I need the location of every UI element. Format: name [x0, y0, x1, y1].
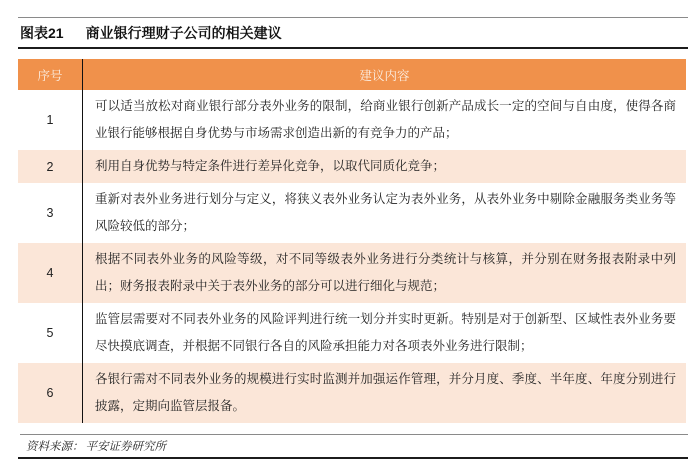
row-number-cell: 2: [18, 150, 83, 183]
table-row: [18, 150, 686, 183]
figure-title-row: [18, 18, 688, 47]
row-number-cell: 4: [18, 243, 83, 303]
row-content-cell: 利用自身优势与特定条件进行差异化竞争，以取代同质化竞争；: [95, 159, 446, 173]
source-row: [18, 435, 688, 457]
figure-label: 图表21: [20, 25, 64, 41]
source-label: 资料来源：: [26, 441, 84, 453]
header-cell-no: 序号: [18, 59, 83, 90]
report-figure-page: [0, 17, 691, 463]
row-number-cell: 1: [18, 90, 83, 150]
figure-title: 商业银行理财子公司的相关建议: [85, 25, 282, 41]
header-cell-content: 建议内容: [83, 59, 686, 90]
table-row: [18, 183, 686, 243]
table-row: [18, 363, 686, 423]
row-content-cell: 监管层需要对不同表外业务的风险评判进行统一划分并实时更新。特别是对于创新型、区域性表外业务要尽快摸底调查，并根据不同银行各自的风险承担能力对各项表外业务进行限制；: [95, 312, 676, 353]
row-number-cell: 3: [18, 183, 83, 243]
row-content-cell: 根据不同表外业务的风险等级，对不同等级表外业务进行分类统计与核算，并分别在财务报表附录中列出；财务报表附录中关于表外业务的部分可以进行细化与规范；: [95, 252, 676, 293]
title-underline-rule: [18, 47, 688, 49]
row-content-cell: 重新对表外业务进行划分与定义，将狭义表外业务认定为表外业务，从表外业务中剔除金融服务类业务等风险较低的部分；: [95, 192, 676, 233]
row-number-cell: 6: [18, 363, 83, 423]
row-number-cell: 5: [18, 303, 83, 363]
table-row: [18, 303, 686, 363]
table-row: [18, 90, 686, 150]
suggestions-table: [18, 59, 686, 423]
footer-bottom-rule: [18, 457, 688, 459]
source-text: 平安证券研究所: [85, 441, 166, 453]
table-header-row: [18, 59, 686, 90]
row-content-cell: 各银行需对不同表外业务的规模进行实时监测并加强运作管理，并分月度、季度、半年度、年度分别进行披露，定期向监管层报备。: [95, 372, 676, 413]
source-footer: [18, 434, 688, 459]
row-content-cell: 可以适当放松对商业银行部分表外业务的限制，给商业银行创新产品成长一定的空间与自由度，使得各商业银行能够根据自身优势与市场需求创造出新的有竞争力的产品；: [95, 99, 676, 140]
table-row: [18, 243, 686, 303]
